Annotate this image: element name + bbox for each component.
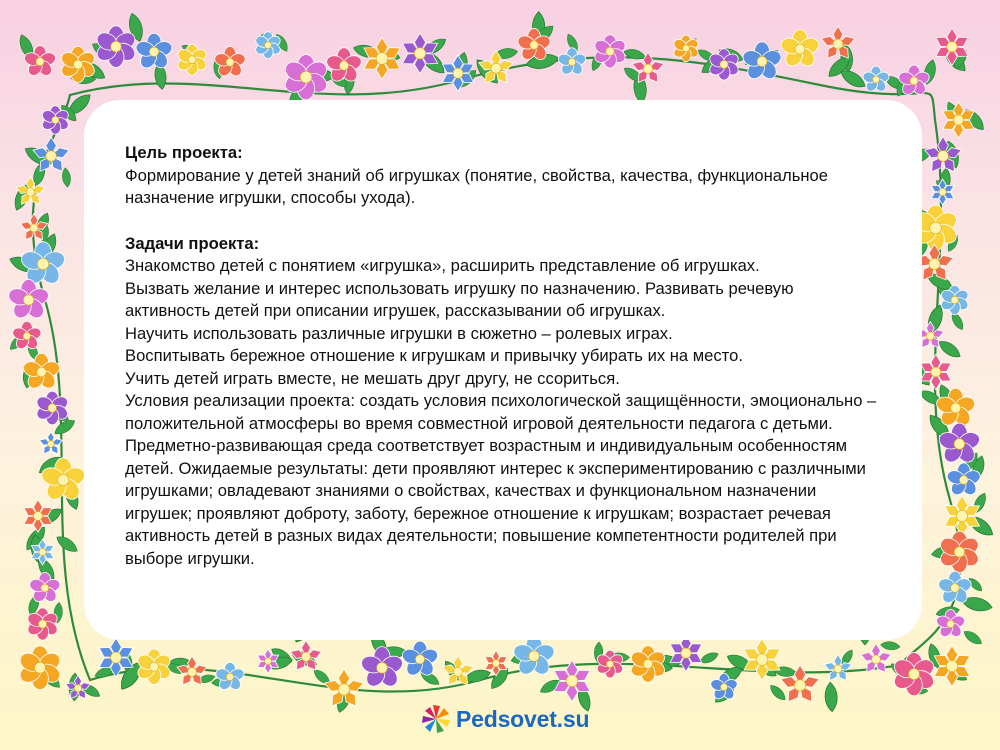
leaf	[61, 167, 71, 187]
flower-icon	[741, 639, 783, 681]
tasks-heading: Задачи проекта:	[125, 233, 260, 253]
leaf	[824, 682, 838, 712]
pinwheel-logo-icon	[418, 702, 454, 736]
project-text	[125, 142, 880, 570]
flower-icon	[557, 48, 587, 77]
spacer	[125, 210, 880, 233]
leaf	[936, 337, 963, 360]
flower-icon	[779, 29, 821, 69]
flower-icon	[400, 641, 439, 678]
flower-icon	[629, 646, 668, 682]
goal-text: Формирование у детей знаний об игрушках (понятие, свойства, качества, функциональное назначение игрушки, способы ухода).	[125, 165, 828, 207]
leaf	[962, 628, 984, 647]
task-item: Учить детей играть вместе, не мешать друг другу, не ссориться.	[125, 368, 620, 388]
flower-icon	[289, 641, 323, 673]
flower-icon	[7, 279, 51, 321]
task-item: Знакомство детей с понятием «игрушка», расширить представление об игрушках.	[125, 256, 760, 275]
flower-icon	[176, 44, 209, 75]
flower-icon	[214, 662, 245, 692]
logo-text: Pedsovet.su	[456, 705, 590, 732]
goal-heading: Цель проекта:	[125, 143, 243, 162]
task-item: Вызвать желание и интерес использовать игрушку по назначению. Развивать речевую активность детей при описании игрушек, рассказывании об игрушках.	[125, 278, 794, 320]
flower-icon	[135, 649, 173, 684]
leaf	[768, 683, 788, 703]
leaf	[698, 650, 720, 666]
leaf	[54, 533, 80, 555]
task-item: Воспитывать бережное отношение к игрушкам и привычку убирать их на место.	[125, 346, 743, 365]
task-item: Научить использовать различные игрушки в сюжетно – ролевых играх.	[125, 323, 673, 343]
leaf	[880, 641, 900, 651]
task-item: Условия реализации проекта: создать условия психологической защищённости, эмоционально – положительной атмосферы во время совместной игровой деятельности педагога с детьми. Предметно-развивающая среда соответствует возрастным и индивидуальным особенностям детей. Ожидаемые результаты: дети проявляют интерес к экспериментированию с различными игрушками; овладевают знаниями о свойствах, качествах и функциональном назначении игрушек; проявляют доброту, заботу, бережное отношение к игрушкам; возрастает речевая активность детей в разных видах деятельности; повышение компетентности родителей при выборе игрушки.	[125, 391, 877, 568]
flower-icon	[65, 675, 92, 701]
flower-icon	[930, 179, 956, 205]
pedsovet-logo[interactable]	[418, 702, 589, 736]
flower-icon	[862, 66, 891, 93]
flower-icon	[923, 137, 963, 175]
flower-icon	[38, 432, 63, 456]
flower-icon	[937, 531, 981, 573]
